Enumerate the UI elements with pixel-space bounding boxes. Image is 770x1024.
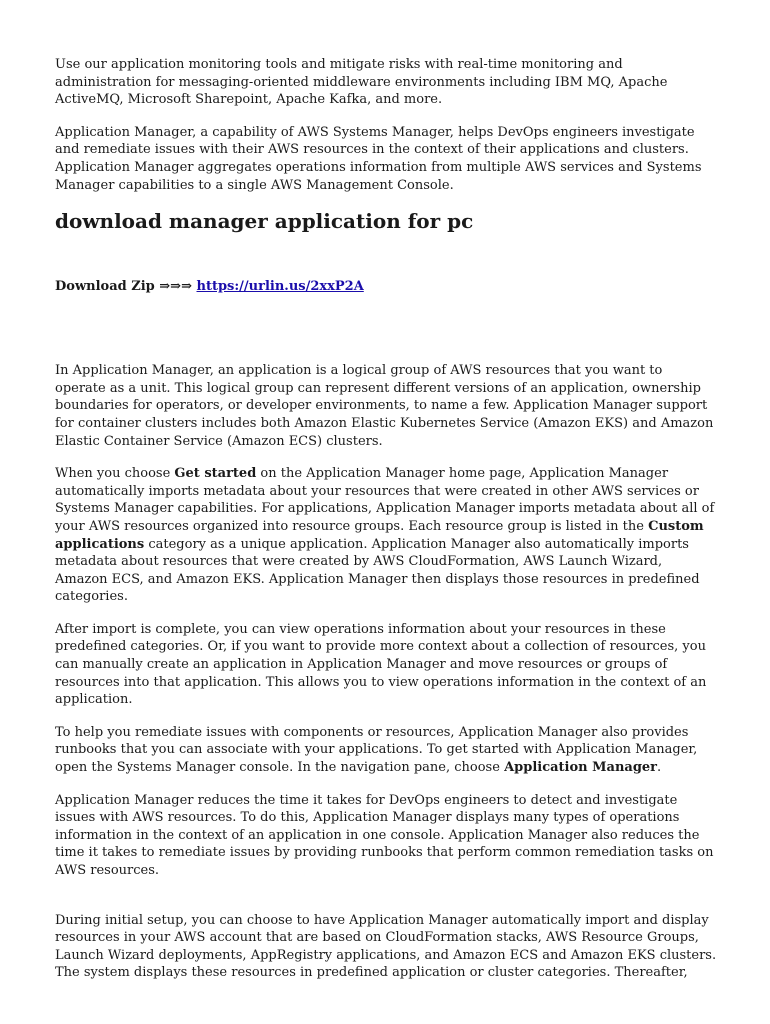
- bold-custom-applications: Custom applications: [55, 518, 704, 552]
- body-paragraph-6: During initial setup, you can choose to have Application Manager automatically import and display resources in your AWS account that are based on CloudFormation stacks, AWS Resource Groups, Launch Wizard deployments, AppRegistry applications, and Amazon ECS and Amazon EKS clusters. The system displays these resources in predefined application or cluster categories. Thereafter,: [55, 912, 717, 981]
- body-paragraph-1: In Application Manager, an application is a logical group of AWS resources that you want to operate as a unit. This logical group can represent different versions of an application, ownership boundaries for operators, or developer environments, to name a few. Application Manager support for container clusters includes both Amazon Elastic Kubernetes Service (Amazon EKS) and Amazon Elastic Container Service (Amazon ECS) clusters.: [55, 363, 714, 449]
- body-paragraph-4: [55, 724, 717, 777]
- document-page: [55, 56, 717, 982]
- bold-get-started: Get started: [174, 466, 257, 482]
- body-paragraph-3: After import is complete, you can view operations information about your resources in these predefined categories. Or, if you want to provide more context about a collection of resources, you can manually create an application in Application Manager and move resources or groups of resources into that application. This allows you to view operations information in the context of an application.: [55, 621, 707, 708]
- body-paragraph-2: [55, 465, 717, 606]
- intro-paragraph-1: Use our application monitoring tools and mitigate risks with real-time monitoring and administration for messaging-oriented middleware environments including IBM MQ, Apache ActiveMQ, Microsoft Sharepoint, Apache Kafka, and more.: [55, 57, 668, 108]
- download-link[interactable]: https://urlin.us/2xxP2A: [196, 279, 364, 295]
- body-paragraph-5: Application Manager reduces the time it takes for DevOps engineers to detect and investigate issues with AWS resources. To do this, Application Manager displays many types of operations information in the context of an application in one console. Application Manager also reduces the time it takes to remediate issues by providing runbooks that perform common remediation tasks on AWS resources.: [55, 792, 714, 878]
- text-run: When you choose: [55, 466, 175, 482]
- download-label: Download Zip ⇒⇒⇒: [55, 279, 192, 295]
- bold-application-manager: Application Manager: [504, 760, 658, 776]
- text-run: To help you remediate issues with components or resources, Application Manager also provides runbooks that you can associate with your applications. To get started with Application Manager, open the Systems Manager console. In the navigation pane, choose: [55, 724, 698, 776]
- intro-paragraph-2: Application Manager, a capability of AWS Systems Manager, helps DevOps engineers investigate and remediate issues with their AWS resources in the context of their applications and clusters. Application Manager aggregates operations information from multiple AWS services and Systems Manager capabilities to a single AWS Management Console.: [55, 124, 702, 193]
- text-run: category as a unique application. Application Manager also automatically imports metadata about resources that were created by AWS CloudFormation, AWS Launch Wizard, Amazon ECS, and Amazon EKS. Application Manager then displays those resources in predefined categories.: [55, 536, 700, 605]
- text-run: on the Application Manager home page, Application Manager automatically imports metadata about your resources that were created in other AWS services or Systems Manager capabilities. For applications, Application Manager imports metadata about all of your AWS resources organized into resource groups. Each resource group is listed in the: [55, 466, 715, 534]
- download-line: [55, 278, 717, 296]
- page-title: download manager application for pc: [55, 209, 474, 234]
- text-run: .: [657, 760, 662, 776]
